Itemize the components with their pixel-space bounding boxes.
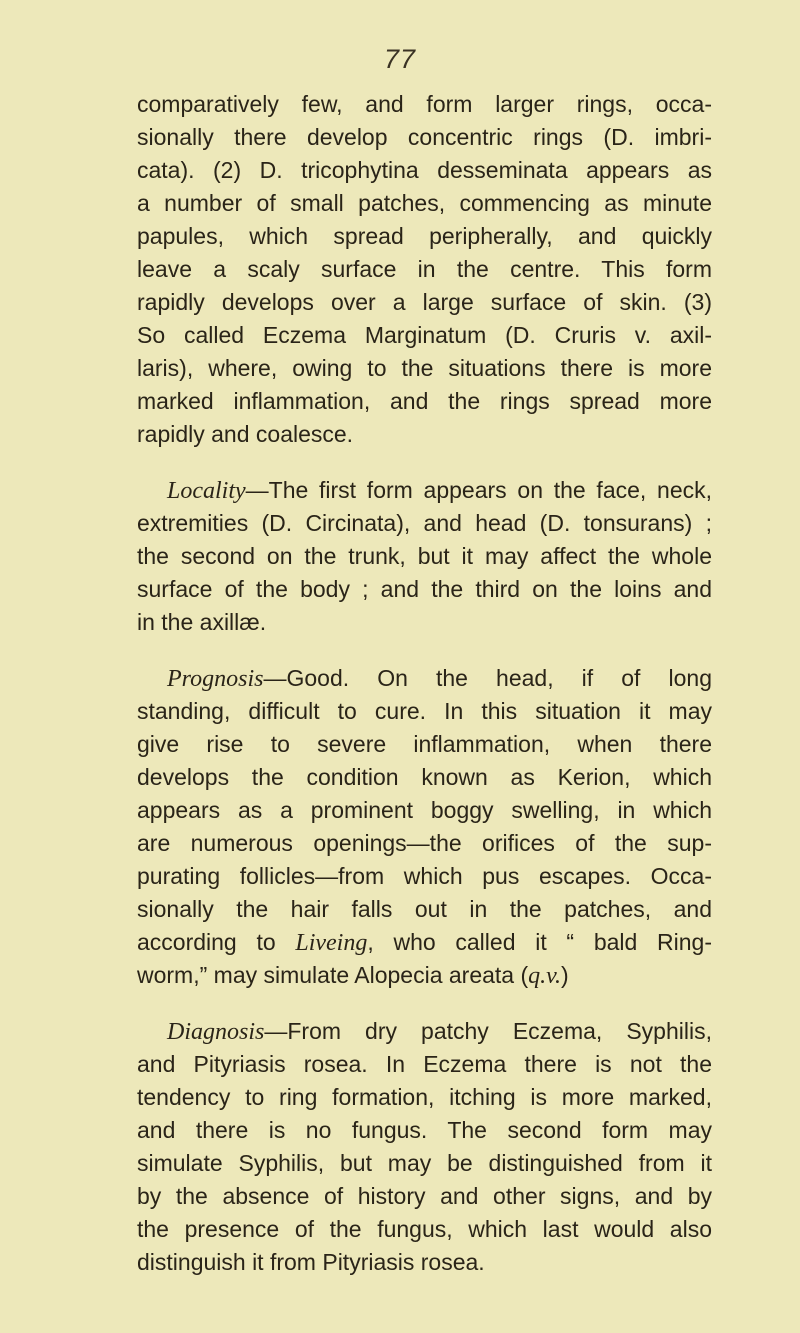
text-line xyxy=(137,959,712,992)
text-line: rapidly and coalesce. xyxy=(137,421,354,447)
text-line: the second on the trunk, but it may affect the whole xyxy=(137,543,712,569)
text-line: give rise to severe inflammation, when there xyxy=(137,731,712,757)
author-name: Liveing xyxy=(295,930,368,956)
section-heading-diagnosis: Diagnosis xyxy=(167,1019,265,1045)
text-line: appears as a prominent boggy swelling, in which xyxy=(137,797,712,823)
text-line: and Pityriasis rosea. In Eczema there is not the xyxy=(137,1051,712,1077)
paragraph-locality xyxy=(137,474,712,639)
text-line: the presence of the fungus, which last would also xyxy=(137,1216,712,1242)
text-line: and there is no fungus. The second form may xyxy=(137,1117,712,1143)
text-fragment: , who called it “ bald Ring- xyxy=(367,929,712,955)
text-line xyxy=(137,1015,712,1048)
paragraph-prognosis xyxy=(137,662,712,992)
text-line: tendency to ring formation, itching is more marked, xyxy=(137,1084,712,1110)
text-line xyxy=(137,662,712,695)
text-line: by the absence of history and other signs, and by xyxy=(137,1183,712,1209)
text-line: distinguish it from Pityriasis rosea. xyxy=(137,1249,485,1275)
text-line: sionally there develop concentric rings (D. imbri- xyxy=(137,124,712,150)
text-line: in the axillæ. xyxy=(137,609,267,635)
text-fragment: worm,” may simulate Alopecia areata ( xyxy=(137,962,529,988)
paragraph-diagnosis xyxy=(137,1015,712,1279)
heading-continuation: —Good. On the head, if of long xyxy=(263,665,712,691)
text-line: standing, difficult to cure. In this situation it may xyxy=(137,698,712,724)
text-line: develops the condition known as Kerion, which xyxy=(137,764,712,790)
text-line: sionally the hair falls out in the patches, and xyxy=(137,896,712,922)
page-number: 77 xyxy=(383,44,417,74)
text-line: a number of small patches, commencing as minute xyxy=(137,190,712,216)
text-line: marked inflammation, and the rings spread more xyxy=(137,388,712,414)
text-line: comparatively few, and form larger rings, occa- xyxy=(137,91,712,117)
text-line: purating follicles—from which pus escapes. Occa- xyxy=(137,863,712,889)
text-line: cata). (2) D. tricophytina desseminata appears as xyxy=(137,157,712,183)
text-line: leave a scaly surface in the centre. This form xyxy=(137,256,712,282)
text-line: papules, which spread peripherally, and quickly xyxy=(137,223,712,249)
text-fragment: according to xyxy=(137,929,296,955)
paragraph-continuation xyxy=(137,88,712,451)
text-line: laris), where, owing to the situations there is more xyxy=(137,355,712,381)
text-line: surface of the body ; and the third on the loins and xyxy=(137,576,712,602)
text-line: So called Eczema Marginatum (D. Cruris v. axil- xyxy=(137,322,712,348)
text-line: simulate Syphilis, but may be distinguished from it xyxy=(137,1150,712,1176)
text-fragment: ) xyxy=(561,962,569,988)
page-body xyxy=(137,88,712,1279)
text-line: extremities (D. Circinata), and head (D. tonsurans) ; xyxy=(137,510,712,536)
text-line: are numerous openings—the orifices of the sup- xyxy=(137,830,712,856)
heading-continuation: —From dry patchy Eczema, Syphilis, xyxy=(264,1018,712,1044)
heading-continuation: —The first form appears on the face, neck, xyxy=(245,477,712,503)
text-line xyxy=(137,926,712,959)
cross-reference: q.v. xyxy=(528,963,562,989)
section-heading-locality: Locality xyxy=(167,478,246,504)
text-line: rapidly develops over a large surface of skin. (3) xyxy=(137,289,712,315)
section-heading-prognosis: Prognosis xyxy=(167,666,264,692)
text-line xyxy=(137,474,712,507)
